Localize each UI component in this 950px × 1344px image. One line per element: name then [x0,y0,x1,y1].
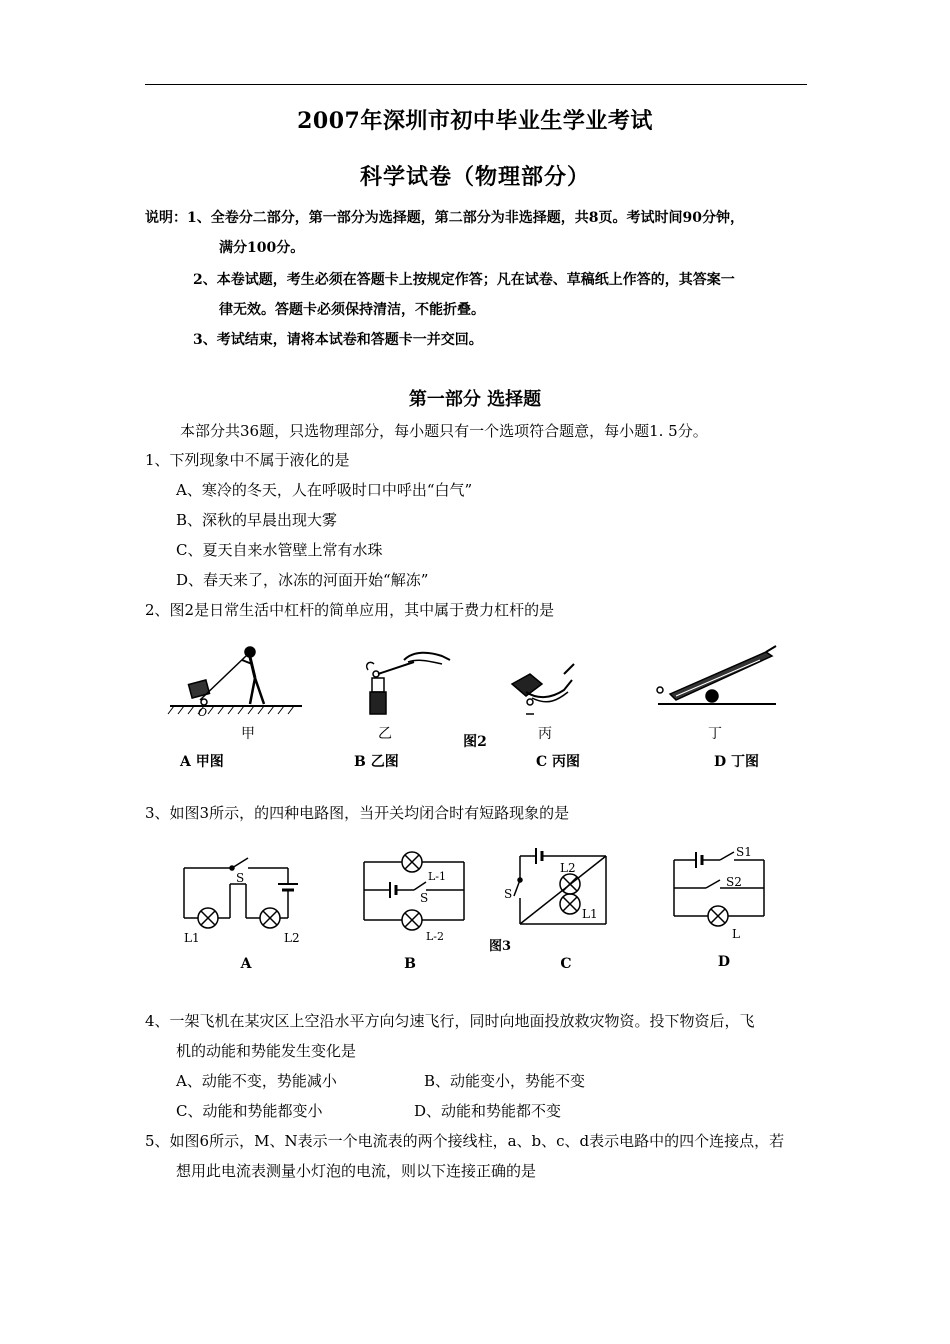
lever-yi-diagram [367,653,450,714]
fig3-option-d: D [717,954,731,970]
q5-stem-1: 5、如图6所示，M、N表示一个电流表的两个接线柱，a、b、c、d表示电路中的四个连接点，若 [145,1132,785,1150]
fig2-option-a: A 甲图 [180,754,224,770]
section-intro: 本部分共36题，只选物理部分，每小题只有一个选项符合题意，每小题1. 5分。 [180,422,708,440]
circuit-b-l2-label: L-2 [426,930,445,943]
note-2a: 2、本卷试题，考生必须在答题卡上按规定作答；凡在试卷、草稿纸上作答的，其答案一 [193,272,735,288]
fig3-option-a: A [240,956,252,972]
lever-bing-diagram [512,664,574,714]
fig2-label-ding: 丁 [708,726,722,742]
q4-option-b: B、动能变小，势能不变 [424,1072,586,1090]
top-rule [145,84,807,85]
q4-stem-1: 4、一架飞机在某灾区上空沿水平方向匀速飞行，同时向地面投放救灾物资。投下物资后，飞 [145,1012,755,1030]
q4-stem-2: 机的动能和势能发生变化是 [176,1042,357,1060]
q1-option-a: A、寒冷的冬天，人在呼吸时口中呼出“白气” [176,481,473,499]
circuit-d-s1-label: S1 [736,845,752,859]
circuit-d [674,852,764,926]
circuit-c-l2-label: L2 [560,861,576,875]
fig2-label-yi: 乙 [378,726,392,742]
circuit-d-l-label: L [732,927,740,941]
fig2-option-b: B 乙图 [354,754,399,770]
lever-ding-diagram [657,646,776,704]
q2-stem: 2、图2是日常生活中杠杆的简单应用，其中属于费力杠杆的是 [145,601,555,619]
figure-2-levers [160,640,800,780]
circuit-a-s-label: S [236,871,245,885]
q4-option-a: A、动能不变，势能减小 [176,1072,337,1090]
circuit-b-s-label: S [420,891,429,905]
q1-option-b: B、深秋的早晨出现大雾 [176,511,338,529]
section-title: 第一部分 选择题 [408,389,542,410]
exam-title: 2007年深圳市初中毕业生学业考试 [297,108,653,134]
note-2b: 律无效。答题卡必须保持清洁，不能折叠。 [219,302,485,318]
circuit-c-l1-label: L1 [582,907,598,921]
circuit-a-l2-label: L2 [284,931,300,945]
circuit-b-l1-label: L-1 [428,870,447,883]
q3-stem: 3、如图3所示，的四种电路图，当开关均闭合时有短路现象的是 [145,804,570,822]
q1-stem: 1、下列现象中不属于液化的是 [145,451,350,469]
circuit-c-s-label: S [504,887,513,901]
fig2-label-bing: 丙 [538,726,552,742]
exam-subtitle: 科学试卷（物理部分） [359,164,590,190]
note-1a: 说明：1、全卷分二部分，第一部分为选择题，第二部分为非选择题，共8页。考试时间90分钟， [145,210,744,226]
q5-stem-2: 想用此电流表测量小灯泡的电流，则以下连接正确的是 [176,1162,537,1180]
q4-option-c: C、动能和势能都变小 [176,1102,323,1120]
fig2-option-c: C 丙图 [536,754,581,770]
q1-option-d: D、春天来了，冰冻的河面开始“解冻” [176,571,429,589]
fig3-option-c: C [560,956,572,972]
circuit-b [364,852,464,930]
note-1b: 满分100分。 [219,240,305,256]
circuit-a [184,858,298,928]
fig3-option-b: B [404,956,416,972]
fig2-label-jia: 甲 [241,726,255,742]
circuit-d-s2-label: S2 [726,875,742,889]
fulcrum-label-jia: O [198,706,208,719]
fig2-option-d: D 丁图 [714,754,760,770]
circuit-a-l1-label: L1 [184,931,200,945]
figure-3-circuits [170,840,790,975]
fig2-caption: 图2 [463,734,487,750]
note-3: 3、考试结束，请将本试卷和答题卡一并交回。 [193,332,483,348]
q4-option-d: D、动能和势能都不变 [414,1102,562,1120]
q1-option-c: C、夏天自来水管壁上常有水珠 [176,541,383,559]
lever-jia-diagram [168,647,302,714]
fig3-caption: 图3 [488,939,512,954]
